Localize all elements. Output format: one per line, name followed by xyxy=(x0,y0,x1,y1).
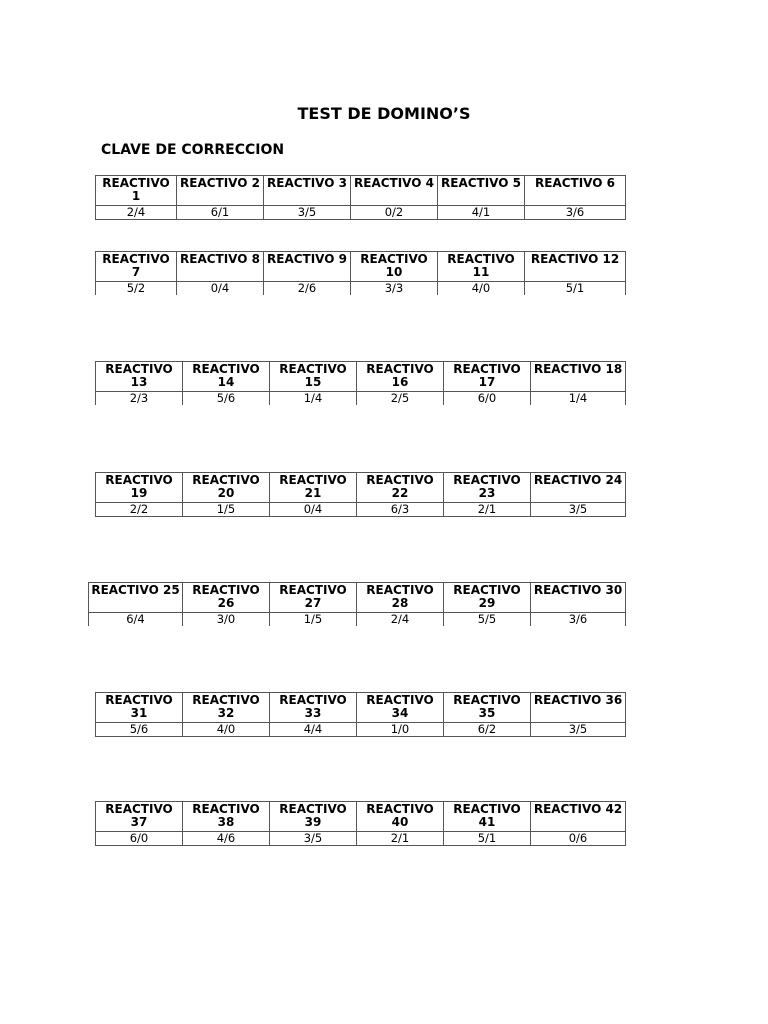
item-header: REACTIVO 4 xyxy=(351,176,438,206)
item-header: REACTIVO 27 xyxy=(270,583,357,613)
answer-cell: 2/4 xyxy=(357,613,444,627)
item-header: REACTIVO 2 xyxy=(177,176,264,206)
answer-cell: 2/5 xyxy=(357,392,444,406)
header-row xyxy=(96,362,626,392)
item-header: REACTIVO 33 xyxy=(270,693,357,723)
answer-cell: 3/6 xyxy=(531,613,626,627)
item-header: REACTIVO 19 xyxy=(96,473,183,503)
answer-key-table-5 xyxy=(88,582,626,626)
item-header: REACTIVO 20 xyxy=(183,473,270,503)
answer-cell: 1/4 xyxy=(270,392,357,406)
item-header: REACTIVO 24 xyxy=(531,473,626,503)
item-header: REACTIVO 21 xyxy=(270,473,357,503)
item-header: REACTIVO 12 xyxy=(525,252,626,282)
answer-key-table-3 xyxy=(95,361,626,405)
answer-key-table-2 xyxy=(95,251,626,295)
item-header: REACTIVO 5 xyxy=(438,176,525,206)
answer-cell: 0/6 xyxy=(531,832,626,846)
header-row xyxy=(96,693,626,723)
answer-row xyxy=(89,613,626,627)
answer-cell: 6/4 xyxy=(89,613,183,627)
answer-row xyxy=(96,282,626,296)
answer-cell: 2/1 xyxy=(357,832,444,846)
answer-row xyxy=(96,392,626,406)
header-row xyxy=(96,176,626,206)
answer-cell: 4/1 xyxy=(438,206,525,220)
answer-cell: 3/3 xyxy=(351,282,438,296)
item-header: REACTIVO 1 xyxy=(96,176,177,206)
item-header: REACTIVO 15 xyxy=(270,362,357,392)
answer-cell: 0/4 xyxy=(177,282,264,296)
item-header: REACTIVO 13 xyxy=(96,362,183,392)
item-header: REACTIVO 28 xyxy=(357,583,444,613)
answer-cell: 6/0 xyxy=(96,832,183,846)
answer-row xyxy=(96,503,626,517)
answer-cell: 2/3 xyxy=(96,392,183,406)
item-header: REACTIVO 38 xyxy=(183,802,270,832)
answer-cell: 2/1 xyxy=(444,503,531,517)
item-header: REACTIVO 17 xyxy=(444,362,531,392)
answer-cell: 3/6 xyxy=(525,206,626,220)
answer-cell: 0/2 xyxy=(351,206,438,220)
answer-cell: 3/5 xyxy=(270,832,357,846)
answer-cell: 4/4 xyxy=(270,723,357,737)
item-header: REACTIVO 6 xyxy=(525,176,626,206)
document-subtitle: CLAVE DE CORRECCION xyxy=(101,142,285,158)
answer-cell: 4/0 xyxy=(438,282,525,296)
answer-row xyxy=(96,832,626,846)
answer-row xyxy=(96,206,626,220)
item-header: REACTIVO 32 xyxy=(183,693,270,723)
item-header: REACTIVO 26 xyxy=(183,583,270,613)
answer-key-table-7 xyxy=(95,801,626,846)
item-header: REACTIVO 8 xyxy=(177,252,264,282)
answer-key-table-1 xyxy=(95,175,626,220)
answer-cell: 5/6 xyxy=(183,392,270,406)
answer-cell: 0/4 xyxy=(270,503,357,517)
header-row xyxy=(89,583,626,613)
item-header: REACTIVO 14 xyxy=(183,362,270,392)
answer-cell: 2/2 xyxy=(96,503,183,517)
header-row xyxy=(96,473,626,503)
answer-key-table-4 xyxy=(95,472,626,517)
answer-cell: 5/1 xyxy=(444,832,531,846)
document-title: TEST DE DOMINO’S xyxy=(297,104,471,123)
item-header: REACTIVO 16 xyxy=(357,362,444,392)
item-header: REACTIVO 42 xyxy=(531,802,626,832)
item-header: REACTIVO 37 xyxy=(96,802,183,832)
answer-cell: 1/5 xyxy=(183,503,270,517)
answer-cell: 6/1 xyxy=(177,206,264,220)
item-header: REACTIVO 10 xyxy=(351,252,438,282)
answer-cell: 6/3 xyxy=(357,503,444,517)
item-header: REACTIVO 39 xyxy=(270,802,357,832)
answer-cell: 5/2 xyxy=(96,282,177,296)
answer-cell: 1/5 xyxy=(270,613,357,627)
answer-cell: 6/0 xyxy=(444,392,531,406)
answer-cell: 3/5 xyxy=(531,503,626,517)
item-header: REACTIVO 29 xyxy=(444,583,531,613)
item-header: REACTIVO 9 xyxy=(264,252,351,282)
answer-cell: 3/5 xyxy=(264,206,351,220)
answer-cell: 5/6 xyxy=(96,723,183,737)
header-row xyxy=(96,802,626,832)
header-row xyxy=(96,252,626,282)
item-header: REACTIVO 7 xyxy=(96,252,177,282)
answer-row xyxy=(96,723,626,737)
item-header: REACTIVO 23 xyxy=(444,473,531,503)
item-header: REACTIVO 31 xyxy=(96,693,183,723)
item-header: REACTIVO 30 xyxy=(531,583,626,613)
answer-cell: 3/5 xyxy=(531,723,626,737)
item-header: REACTIVO 25 xyxy=(89,583,183,613)
answer-cell: 2/4 xyxy=(96,206,177,220)
item-header: REACTIVO 36 xyxy=(531,693,626,723)
item-header: REACTIVO 18 xyxy=(531,362,626,392)
answer-cell: 1/0 xyxy=(357,723,444,737)
answer-cell: 5/5 xyxy=(444,613,531,627)
answer-cell: 3/0 xyxy=(183,613,270,627)
item-header: REACTIVO 35 xyxy=(444,693,531,723)
answer-cell: 5/1 xyxy=(525,282,626,296)
item-header: REACTIVO 3 xyxy=(264,176,351,206)
answer-cell: 6/2 xyxy=(444,723,531,737)
answer-cell: 4/6 xyxy=(183,832,270,846)
answer-cell: 1/4 xyxy=(531,392,626,406)
answer-cell: 2/6 xyxy=(264,282,351,296)
item-header: REACTIVO 34 xyxy=(357,693,444,723)
item-header: REACTIVO 41 xyxy=(444,802,531,832)
item-header: REACTIVO 11 xyxy=(438,252,525,282)
item-header: REACTIVO 22 xyxy=(357,473,444,503)
answer-key-table-6 xyxy=(95,692,626,737)
item-header: REACTIVO 40 xyxy=(357,802,444,832)
answer-cell: 4/0 xyxy=(183,723,270,737)
